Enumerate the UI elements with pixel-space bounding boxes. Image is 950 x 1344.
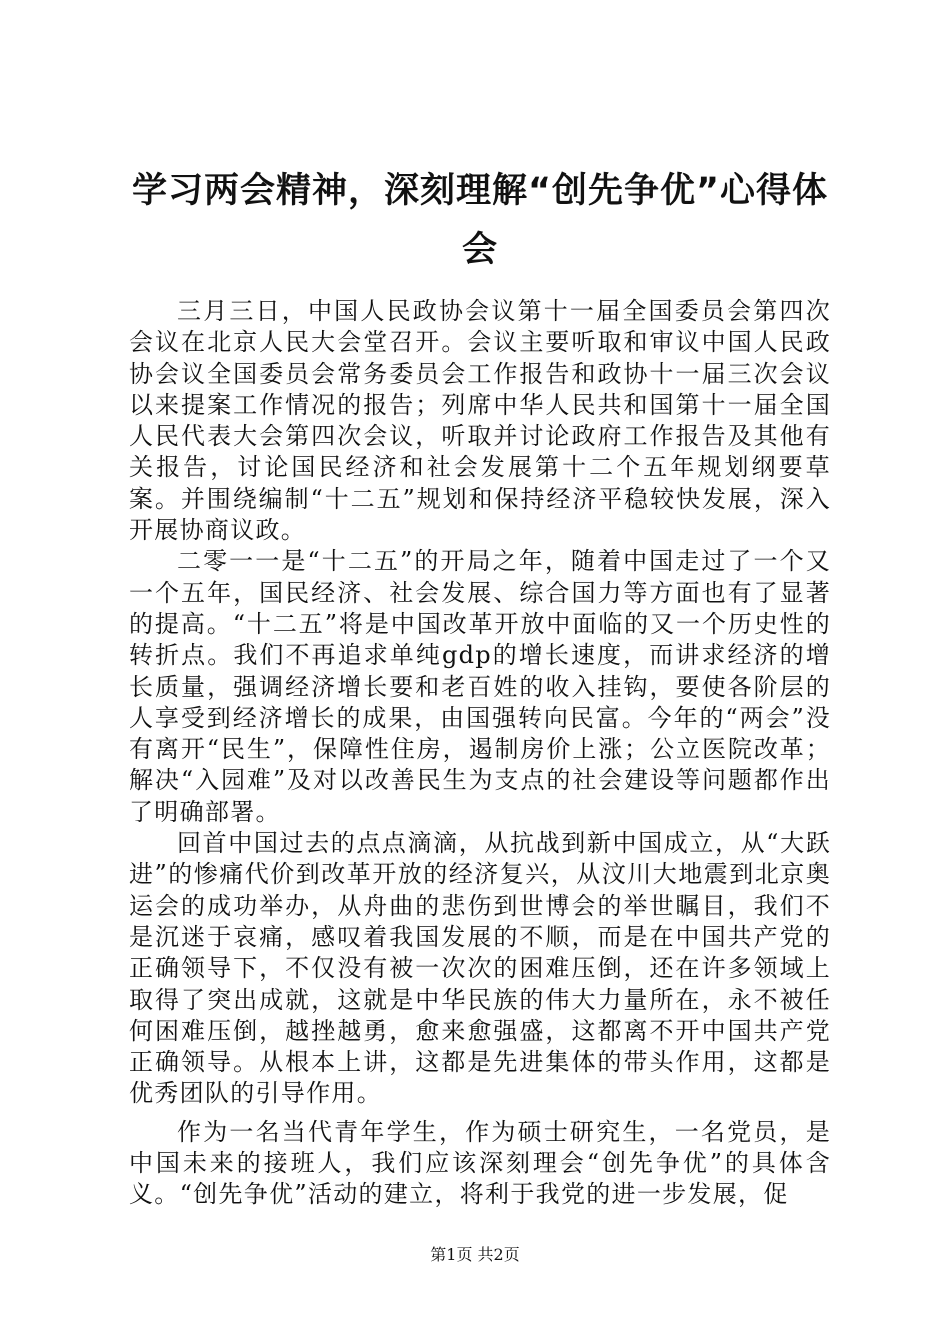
page-footer — [0, 1244, 950, 1266]
paragraph-1: 三月三日，中国人民政协会议第十一届全国委员会第四次会议在北京人民大会堂召开。会议主要听取和审议中国人民政协会议全国委员会常务委员会工作报告和政协十一届三次会议以来提案工作情况的报告；列席中华人民共和国第十一届全国人民代表大会第四次会议，听取并讨论政府工作报告及其他有关报告，讨论国民经济和社会发展第十二个五年规划纲要草案。并围绕编制“十二五”规划和保持经济平稳较快发展，深入开展协商议政。 — [129, 297, 831, 545]
page-number: 第1页 共2页 — [430, 1245, 520, 1264]
paragraph-2: 二零一一是“十二五”的开局之年，随着中国走过了一个又一个五年，国民经济、社会发展、综合国力等方面也有了显著的提高。“十二五”将是中国改革开放中面临的又一个历史性的转折点。我们不再追求单纯gdp的增长速度，而讲求经济的增长质量，强调经济增长要和老百姓的收入挂钩，要使各阶层的人享受到经济增长的成果，由国强转向民富。今年的“两会”没有离开“民生”，保障性住房，遏制房价上涨；公立医院改革；解决“入园难”及对以改善民生为支点的社会建设等问题都作出了明确部署。 — [129, 547, 831, 826]
paragraph-4: 作为一名当代青年学生，作为硕士研究生，一名党员，是中国未来的接班人，我们应该深刻理会“创先争优”的具体含义。“创先争优”活动的建立，将利于我党的进一步发展，促 — [129, 1117, 831, 1209]
paragraph-3: 回首中国过去的点点滴滴，从抗战到新中国成立，从“大跃进”的惨痛代价到改革开放的经济复兴，从汶川大地震到北京奥运会的成功举办，从舟曲的悲伤到世博会的举世瞩目，我们不是沉迷于哀痛，感叹着我国发展的不顺，而是在中国共产党的正确领导下，不仅没有被一次次的困难压倒，还在许多领域上取得了突出成就，这就是中华民族的伟大力量所在，永不被任何困难压倒，越挫越勇，愈来愈强盛，这都离不开中国共产党正确领导。从根本上讲，这都是先进集体的带头作用，这都是优秀团队的引导作用。 — [129, 829, 831, 1108]
document-body — [129, 296, 831, 1211]
document-title: 学习两会精神，深刻理解“创先争优”心得体会 — [131, 171, 828, 270]
